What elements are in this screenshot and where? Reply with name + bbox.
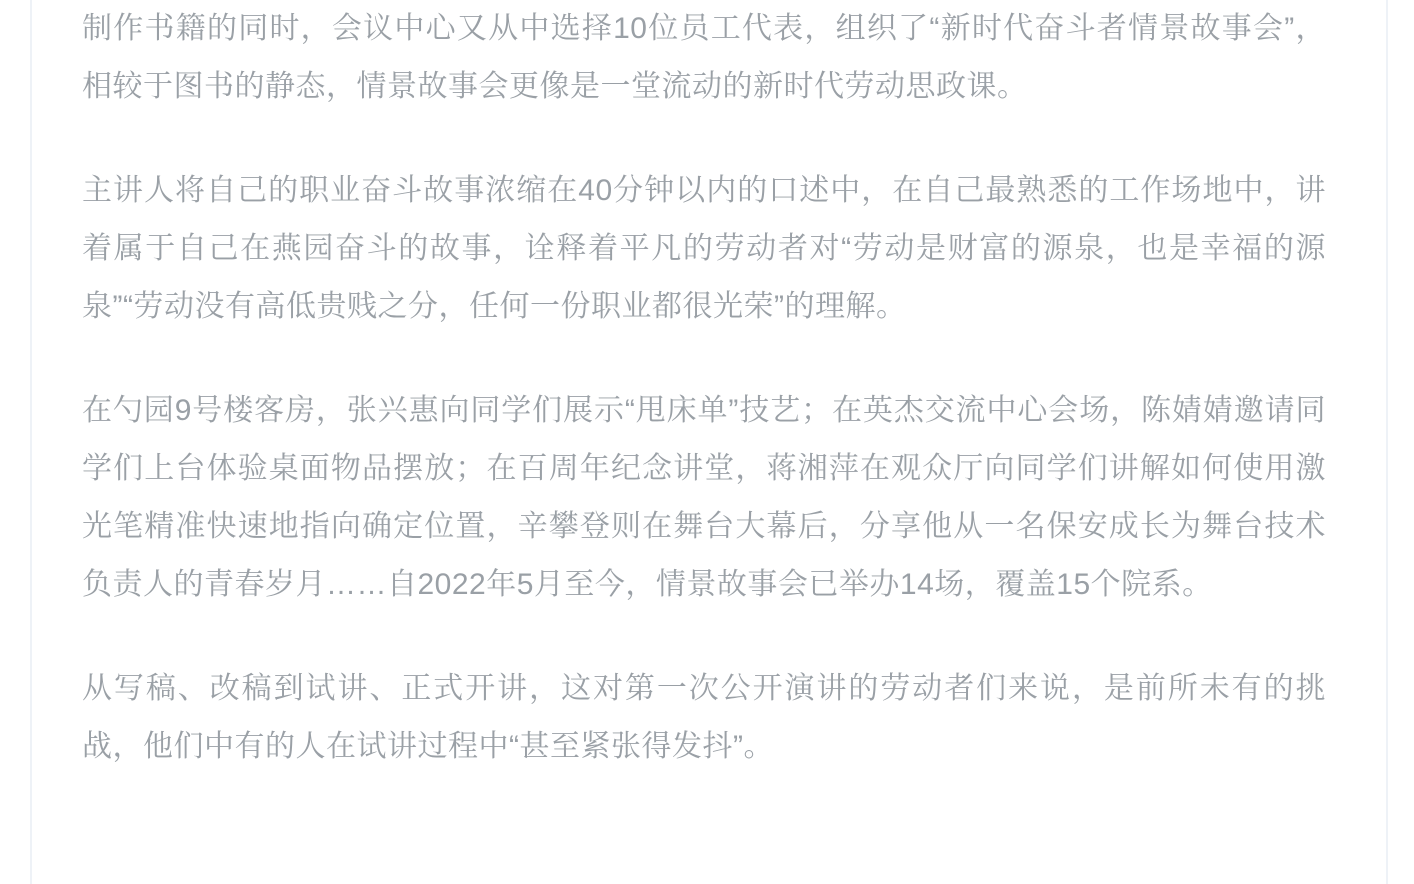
left-rule: [30, 0, 32, 884]
paragraph: 在勺园9号楼客房，张兴惠向同学们展示“甩床单”技艺；在英杰交流中心会场，陈婧婧邀请同学们上台体验桌面物品摆放；在百周年纪念讲堂，蒋湘萍在观众厅向同学们讲解如何使用激光笔精准快速地指向确定位置，辛攀登则在舞台大幕后，分享他从一名保安成长为舞台技术负责人的青春岁月……自2022年5月至今，情景故事会已举办14场，覆盖15个院系。: [82, 394, 1326, 601]
paragraph: 主讲人将自己的职业奋斗故事浓缩在40分钟以内的口述中，在自己最熟悉的工作场地中，讲着属于自己在燕园奋斗的故事，诠释着平凡的劳动者对“劳动是财富的源泉，也是幸福的源泉”“劳动没有高低贵贱之分，任何一份职业都很光荣”的理解。: [82, 174, 1326, 323]
right-rule: [1386, 0, 1388, 884]
paragraph: 从写稿、改稿到试讲、正式开讲，这对第一次公开演讲的劳动者们来说，是前所未有的挑战，他们中有的人在试讲过程中“甚至紧张得发抖”。: [82, 672, 1326, 763]
article-body: [82, 0, 1326, 884]
paragraph: 制作书籍的同时，会议中心又从中选择10位员工代表，组织了“新时代奋斗者情景故事会”，相较于图书的静态，情景故事会更像是一堂流动的新时代劳动思政课。: [82, 12, 1326, 103]
